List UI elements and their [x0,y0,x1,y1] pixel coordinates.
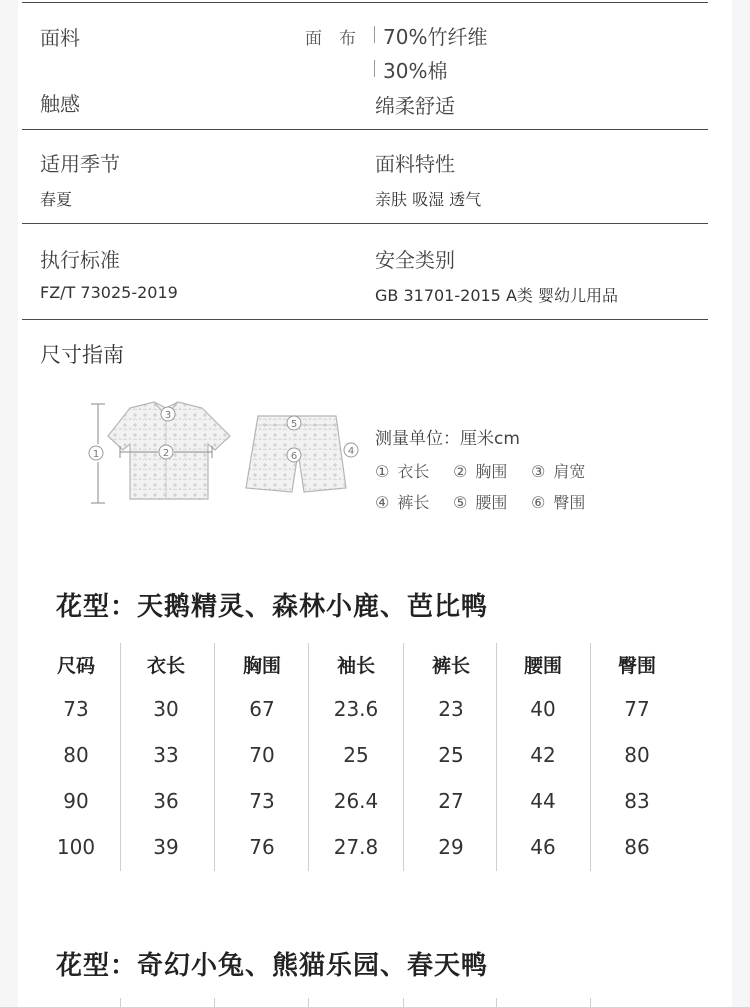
svg-text:1: 1 [92,449,100,460]
table-cell: 83 [624,789,650,813]
table-cell: 73 [249,789,275,813]
svg-text:3: 3 [164,410,172,421]
table-header-cell: 袖长 [336,655,375,677]
table-header-cell: 臀围 [617,655,656,677]
table-cell: 27 [438,789,464,813]
table-cell: 44 [530,789,556,813]
table-cell: 80 [624,743,650,767]
marker-4 [344,443,358,457]
size-guide-title: 尺寸指南 [40,343,124,367]
svg-text:6: 6 [290,451,298,462]
table-cell: 23 [438,697,464,721]
size-diagram [82,392,372,512]
table-cell: 100 [56,835,96,859]
standard-label: 执行标准 [40,248,120,272]
legend-item: ③ 肩宽 [531,462,586,481]
legend-item: ① 衣长 [375,462,430,481]
table-cell: 39 [153,835,179,859]
svg-text:5: 5 [290,419,298,430]
column-divider [496,998,497,1007]
table-cell: 67 [249,697,275,721]
table-cell: 29 [438,835,464,859]
marker-2 [159,445,173,459]
season-value: 春夏 [40,190,73,209]
legend-item: ⑤ 腰围 [453,493,508,512]
legend-row-1 [375,459,585,482]
svg-text:2: 2 [162,448,170,459]
marker-1 [89,446,103,460]
pattern-title-1: 花型：天鹅精灵、森林小鹿、芭比鸭 [56,592,489,622]
table-cell: 46 [530,835,556,859]
table-cell: 25 [343,743,369,767]
column-divider [403,998,404,1007]
column-divider [214,643,215,871]
table-cell: 90 [63,789,89,813]
fabric-value-marker [374,60,375,77]
table-cell: 73 [63,697,89,721]
table-cell: 42 [530,743,556,767]
column-divider [496,643,497,871]
touch-value: 绵柔舒适 [375,94,455,118]
fabric-traits-label: 面料特性 [375,152,455,176]
column-divider [214,998,215,1007]
fabric-traits-value: 亲肤 吸湿 透气 [375,190,482,209]
pattern-title-2: 花型：奇幻小兔、熊猫乐园、春天鸭 [56,951,489,981]
table-cell: 40 [530,697,556,721]
column-divider [308,643,309,871]
fabric-value-2: 30%棉 [383,59,448,83]
table-cell: 25 [438,743,464,767]
column-divider [308,998,309,1007]
marker-6 [287,448,301,462]
fabric-value-1: 70%竹纤维 [383,25,488,49]
legend-item: ⑥ 臀围 [531,493,586,512]
divider [22,129,708,130]
divider [22,223,708,224]
table-cell: 76 [249,835,275,859]
table-cell: 77 [624,697,650,721]
table-cell: 27.8 [333,835,379,859]
fabric-sub-label: 面 布 [305,29,356,49]
legend-item: ④ 裤长 [375,493,430,512]
table-cell: 70 [249,743,275,767]
column-divider [403,643,404,871]
column-divider [590,998,591,1007]
legend-item: ② 胸围 [453,462,508,481]
legend-row-2 [375,490,585,513]
table-header-cell: 衣长 [146,655,185,677]
column-divider [120,998,121,1007]
table-cell: 80 [63,743,89,767]
table-cell: 30 [153,697,179,721]
marker-3 [161,407,175,421]
marker-5 [287,416,301,430]
safety-value: GB 31701-2015 A类 婴幼儿用品 [375,286,618,305]
standard-value: FZ/T 73025-2019 [40,283,178,302]
table-cell: 86 [624,835,650,859]
column-divider [120,643,121,871]
table-cell: 26.4 [333,789,379,813]
divider-top [22,2,708,3]
table-header-cell: 胸围 [242,655,281,677]
svg-text:4: 4 [347,446,355,457]
fabric-label: 面料 [40,26,80,50]
table-cell: 33 [153,743,179,767]
table-header-cell: 尺码 [56,655,95,677]
table-header-cell: 裤长 [431,655,470,677]
season-label: 适用季节 [40,152,120,176]
divider [22,319,708,320]
column-divider [590,643,591,871]
safety-label: 安全类别 [375,248,455,272]
fabric-value-marker [374,26,375,43]
table-header-cell: 腰围 [523,655,562,677]
table-cell: 23.6 [333,697,379,721]
touch-label: 触感 [40,92,80,116]
measure-unit: 测量单位：厘米cm [375,429,520,449]
table-cell: 36 [153,789,179,813]
